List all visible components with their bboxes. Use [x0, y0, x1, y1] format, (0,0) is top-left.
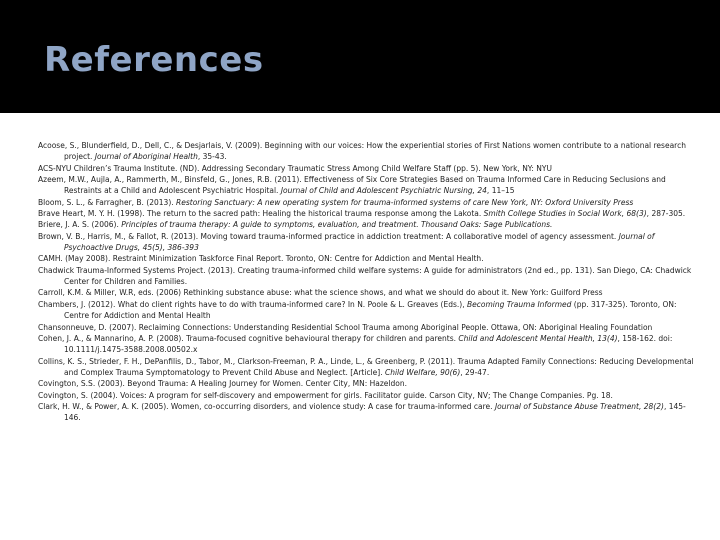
- reference-text: Covington, S. (2004). Voices: A program for self-discovery and empowerment for girls. Facilitator guide. Carson City, NV; The Change Companies. Pg. 18.: [38, 390, 613, 400]
- reference-entry: [38, 208, 698, 219]
- reference-entry: [38, 401, 698, 424]
- reference-source-italic: Smith College Studies in Social Work, 68(3): [483, 209, 647, 219]
- references-list: [38, 140, 698, 424]
- reference-text: Bloom, S. L., & Farragher, B. (2013).: [38, 197, 177, 207]
- reference-text-tail: , 35-43.: [197, 152, 227, 162]
- reference-entry: [38, 174, 698, 197]
- reference-source-italic: Journal of Substance Abuse Treatment, 28(2): [494, 401, 664, 411]
- reference-text: Briere, J. A. S. (2006).: [38, 220, 122, 230]
- reference-text: Azeem, M.W., Aujla, A., Rammerth, M., Binsfeld, G., Jones, R.B. (2011). Effectiveness of Six Core Strategies Based on Trauma Informed Care in Reducing Seclusions and Restraints at a Child and Adolescent Psychiatric Hospital.: [38, 175, 666, 196]
- reference-entry: [38, 140, 698, 163]
- reference-source-italic: Principles of trauma therapy: A guide to symptoms, evaluation, and treatment. Thousand Oaks: Sage Publications.: [121, 220, 553, 230]
- reference-text: ACS-NYU Children’s Trauma Institute. (ND). Addressing Secondary Traumatic Stress Among Child Welfare Staff (pp. 5). New York, NY: NYU: [38, 163, 552, 173]
- reference-text: Brave Heart, M. Y. H. (1998). The return to the sacred path: Healing the historical trauma response among the Lakota.: [38, 209, 484, 219]
- reference-source-italic: Becoming Trauma Informed: [466, 299, 572, 309]
- reference-text-tail: , 11–15: [486, 186, 515, 196]
- reference-text-tail: (pp. 317-325). Toronto, ON: Centre for Addiction and Mental Health: [64, 299, 677, 321]
- reference-text-tail: , 158-162. doi: 10.1111/j.1475-3588.2008.00502.x: [64, 333, 673, 355]
- reference-entry: [38, 287, 698, 298]
- reference-entry: [38, 378, 698, 389]
- reference-entry: [38, 390, 698, 401]
- reference-source-italic: Journal of Psychoactive Drugs, 45(5), 386-393: [64, 231, 655, 253]
- title-banner: [0, 0, 720, 113]
- reference-entry: [38, 231, 698, 254]
- reference-entry: [38, 356, 698, 379]
- reference-source-italic: Child and Adolescent Mental Health, 13(4): [458, 333, 618, 343]
- reference-source-italic: Child Welfare, 90(6): [384, 367, 461, 377]
- reference-text-tail: , 29-47.: [460, 367, 490, 377]
- reference-text: Chansonneuve, D. (2007). Reclaiming Connections: Understanding Residential School Trauma among Aboriginal People. Ottawa, ON: Aboriginal Healing Foundation: [38, 322, 653, 332]
- reference-entry: [38, 333, 698, 356]
- reference-text: Chambers, J. (2012). What do client rights have to do with trauma-informed care? In N. Poole & L. Greaves (Eds.),: [38, 299, 467, 309]
- reference-text: Covington, S.S. (2003). Beyond Trauma: A Healing Journey for Women. Center City, MN: Hazeldon.: [38, 379, 407, 389]
- reference-text: Collins, K. S., Strieder, F. H., DePanfilis, D., Tabor, M., Clarkson-Freeman, P. A., Linde, L., & Greenberg, P. (2011). Trauma Adapted Family Connections: Reducing Developmental and Complex Trauma Symptomatology to Prevent Child Abuse and Neglect. [Article].: [38, 356, 694, 377]
- reference-entry: [38, 163, 698, 174]
- reference-text: Cohen, J. A., & Mannarino, A. P. (2008). Trauma-focused cognitive behavioural therapy for children and parents.: [38, 333, 459, 343]
- reference-entry: [38, 219, 698, 230]
- reference-text: Acoose, S., Blunderfield, D., Dell, C., & Desjarlais, V. (2009). Beginning with our voices: How the experiential stories of First Nations women contribute to a national research project.: [38, 141, 686, 162]
- reference-source-italic: Journal of Child and Adolescent Psychiatric Nursing, 24: [280, 186, 487, 196]
- reference-text: CAMH. (May 2008). Restraint Minimization Taskforce Final Report. Toronto, ON: Centre for Addiction and Mental Health.: [38, 254, 484, 264]
- page-title: References: [44, 40, 264, 80]
- reference-source-italic: Journal of Aboriginal Health: [94, 152, 198, 162]
- reference-text-tail: , 287-305.: [646, 209, 686, 219]
- reference-entry: [38, 322, 698, 333]
- reference-text: Carroll, K.M. & Miller, W.R, eds. (2006) Rethinking substance abuse: what the science shows, and what we should do about it. New York: Guilford Press: [38, 288, 603, 298]
- reference-source-italic: Restoring Sanctuary: A new operating system for trauma-informed systems of care New York, NY: Oxford University Press: [176, 197, 634, 207]
- reference-entry: [38, 265, 698, 288]
- reference-text: Brown, V. B., Harris, M., & Fallot, R. (2013). Moving toward trauma-informed practice in addiction treatment: A collaborative model of agency assessment.: [38, 231, 619, 241]
- reference-text: Chadwick Trauma-Informed Systems Project. (2013). Creating trauma-informed child welfare systems: A guide for administrators (2nd ed., pp. 131). San Diego, CA: Chadwick Center for Children and Families.: [38, 265, 692, 287]
- reference-text: Clark, H. W., & Power, A. K. (2005). Women, co-occurring disorders, and violence study: A case for trauma-informed care.: [38, 401, 495, 411]
- reference-entry: [38, 299, 698, 322]
- reference-entry: [38, 253, 698, 264]
- reference-entry: [38, 197, 698, 208]
- reference-text-tail: , 145-146.: [64, 401, 686, 423]
